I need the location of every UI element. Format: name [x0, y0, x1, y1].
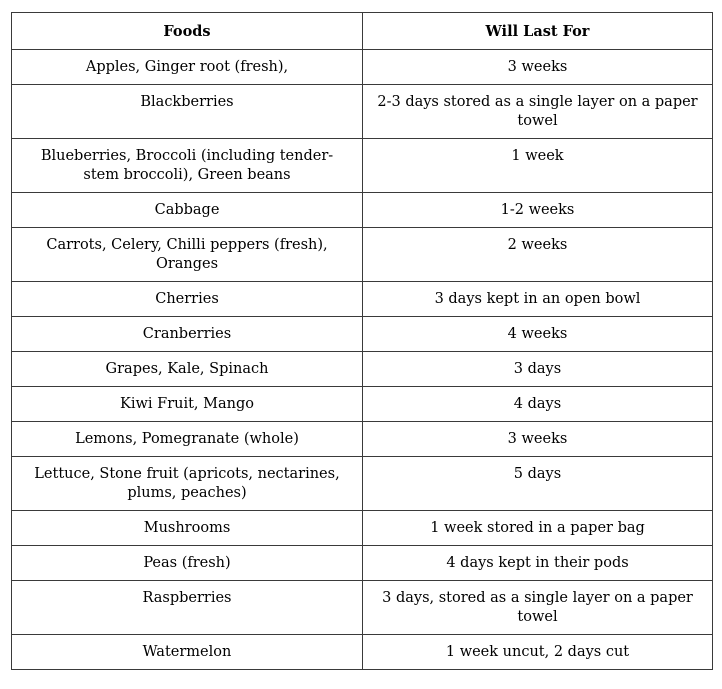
table-row — [12, 317, 713, 352]
food-cell: Lettuce, Stone fruit (apricots, nectarines, plums, peaches) — [12, 457, 363, 511]
duration-cell: 1 week stored in a paper bag — [363, 511, 713, 546]
duration-cell: 3 days kept in an open bowl — [363, 282, 713, 317]
table-row — [12, 352, 713, 387]
duration-cell: 1 week — [363, 139, 713, 193]
food-cell: Apples, Ginger root (fresh), — [12, 50, 363, 85]
duration-cell: 5 days — [363, 457, 713, 511]
table-row — [12, 193, 713, 228]
table-row — [12, 50, 713, 85]
food-cell: Cabbage — [12, 193, 363, 228]
duration-cell: 4 days kept in their pods — [363, 546, 713, 581]
table-row — [12, 228, 713, 282]
duration-cell: 2-3 days stored as a single layer on a paper towel — [363, 85, 713, 139]
food-storage-table — [11, 12, 713, 670]
table-header-row — [12, 13, 713, 50]
food-cell: Cherries — [12, 282, 363, 317]
food-cell: Cranberries — [12, 317, 363, 352]
duration-cell: 3 weeks — [363, 422, 713, 457]
table-row — [12, 282, 713, 317]
food-cell: Grapes, Kale, Spinach — [12, 352, 363, 387]
table-row — [12, 85, 713, 139]
food-cell: Kiwi Fruit, Mango — [12, 387, 363, 422]
food-cell: Blueberries, Broccoli (including tender-stem broccoli), Green beans — [12, 139, 363, 193]
food-cell: Blackberries — [12, 85, 363, 139]
food-cell: Raspberries — [12, 581, 363, 635]
duration-cell: 3 days — [363, 352, 713, 387]
table-row — [12, 457, 713, 511]
table-row — [12, 139, 713, 193]
food-cell: Watermelon — [12, 635, 363, 670]
duration-cell: 1-2 weeks — [363, 193, 713, 228]
duration-cell: 4 days — [363, 387, 713, 422]
duration-cell: 2 weeks — [363, 228, 713, 282]
header-will-last-for: Will Last For — [363, 13, 713, 50]
duration-cell: 1 week uncut, 2 days cut — [363, 635, 713, 670]
table-row — [12, 387, 713, 422]
food-cell: Carrots, Celery, Chilli peppers (fresh), Oranges — [12, 228, 363, 282]
table-row — [12, 546, 713, 581]
table-row — [12, 511, 713, 546]
table-row — [12, 422, 713, 457]
food-cell: Peas (fresh) — [12, 546, 363, 581]
table-row — [12, 581, 713, 635]
duration-cell: 4 weeks — [363, 317, 713, 352]
table-row — [12, 635, 713, 670]
header-foods: Foods — [12, 13, 363, 50]
duration-cell: 3 days, stored as a single layer on a paper towel — [363, 581, 713, 635]
food-cell: Mushrooms — [12, 511, 363, 546]
duration-cell: 3 weeks — [363, 50, 713, 85]
food-cell: Lemons, Pomegranate (whole) — [12, 422, 363, 457]
